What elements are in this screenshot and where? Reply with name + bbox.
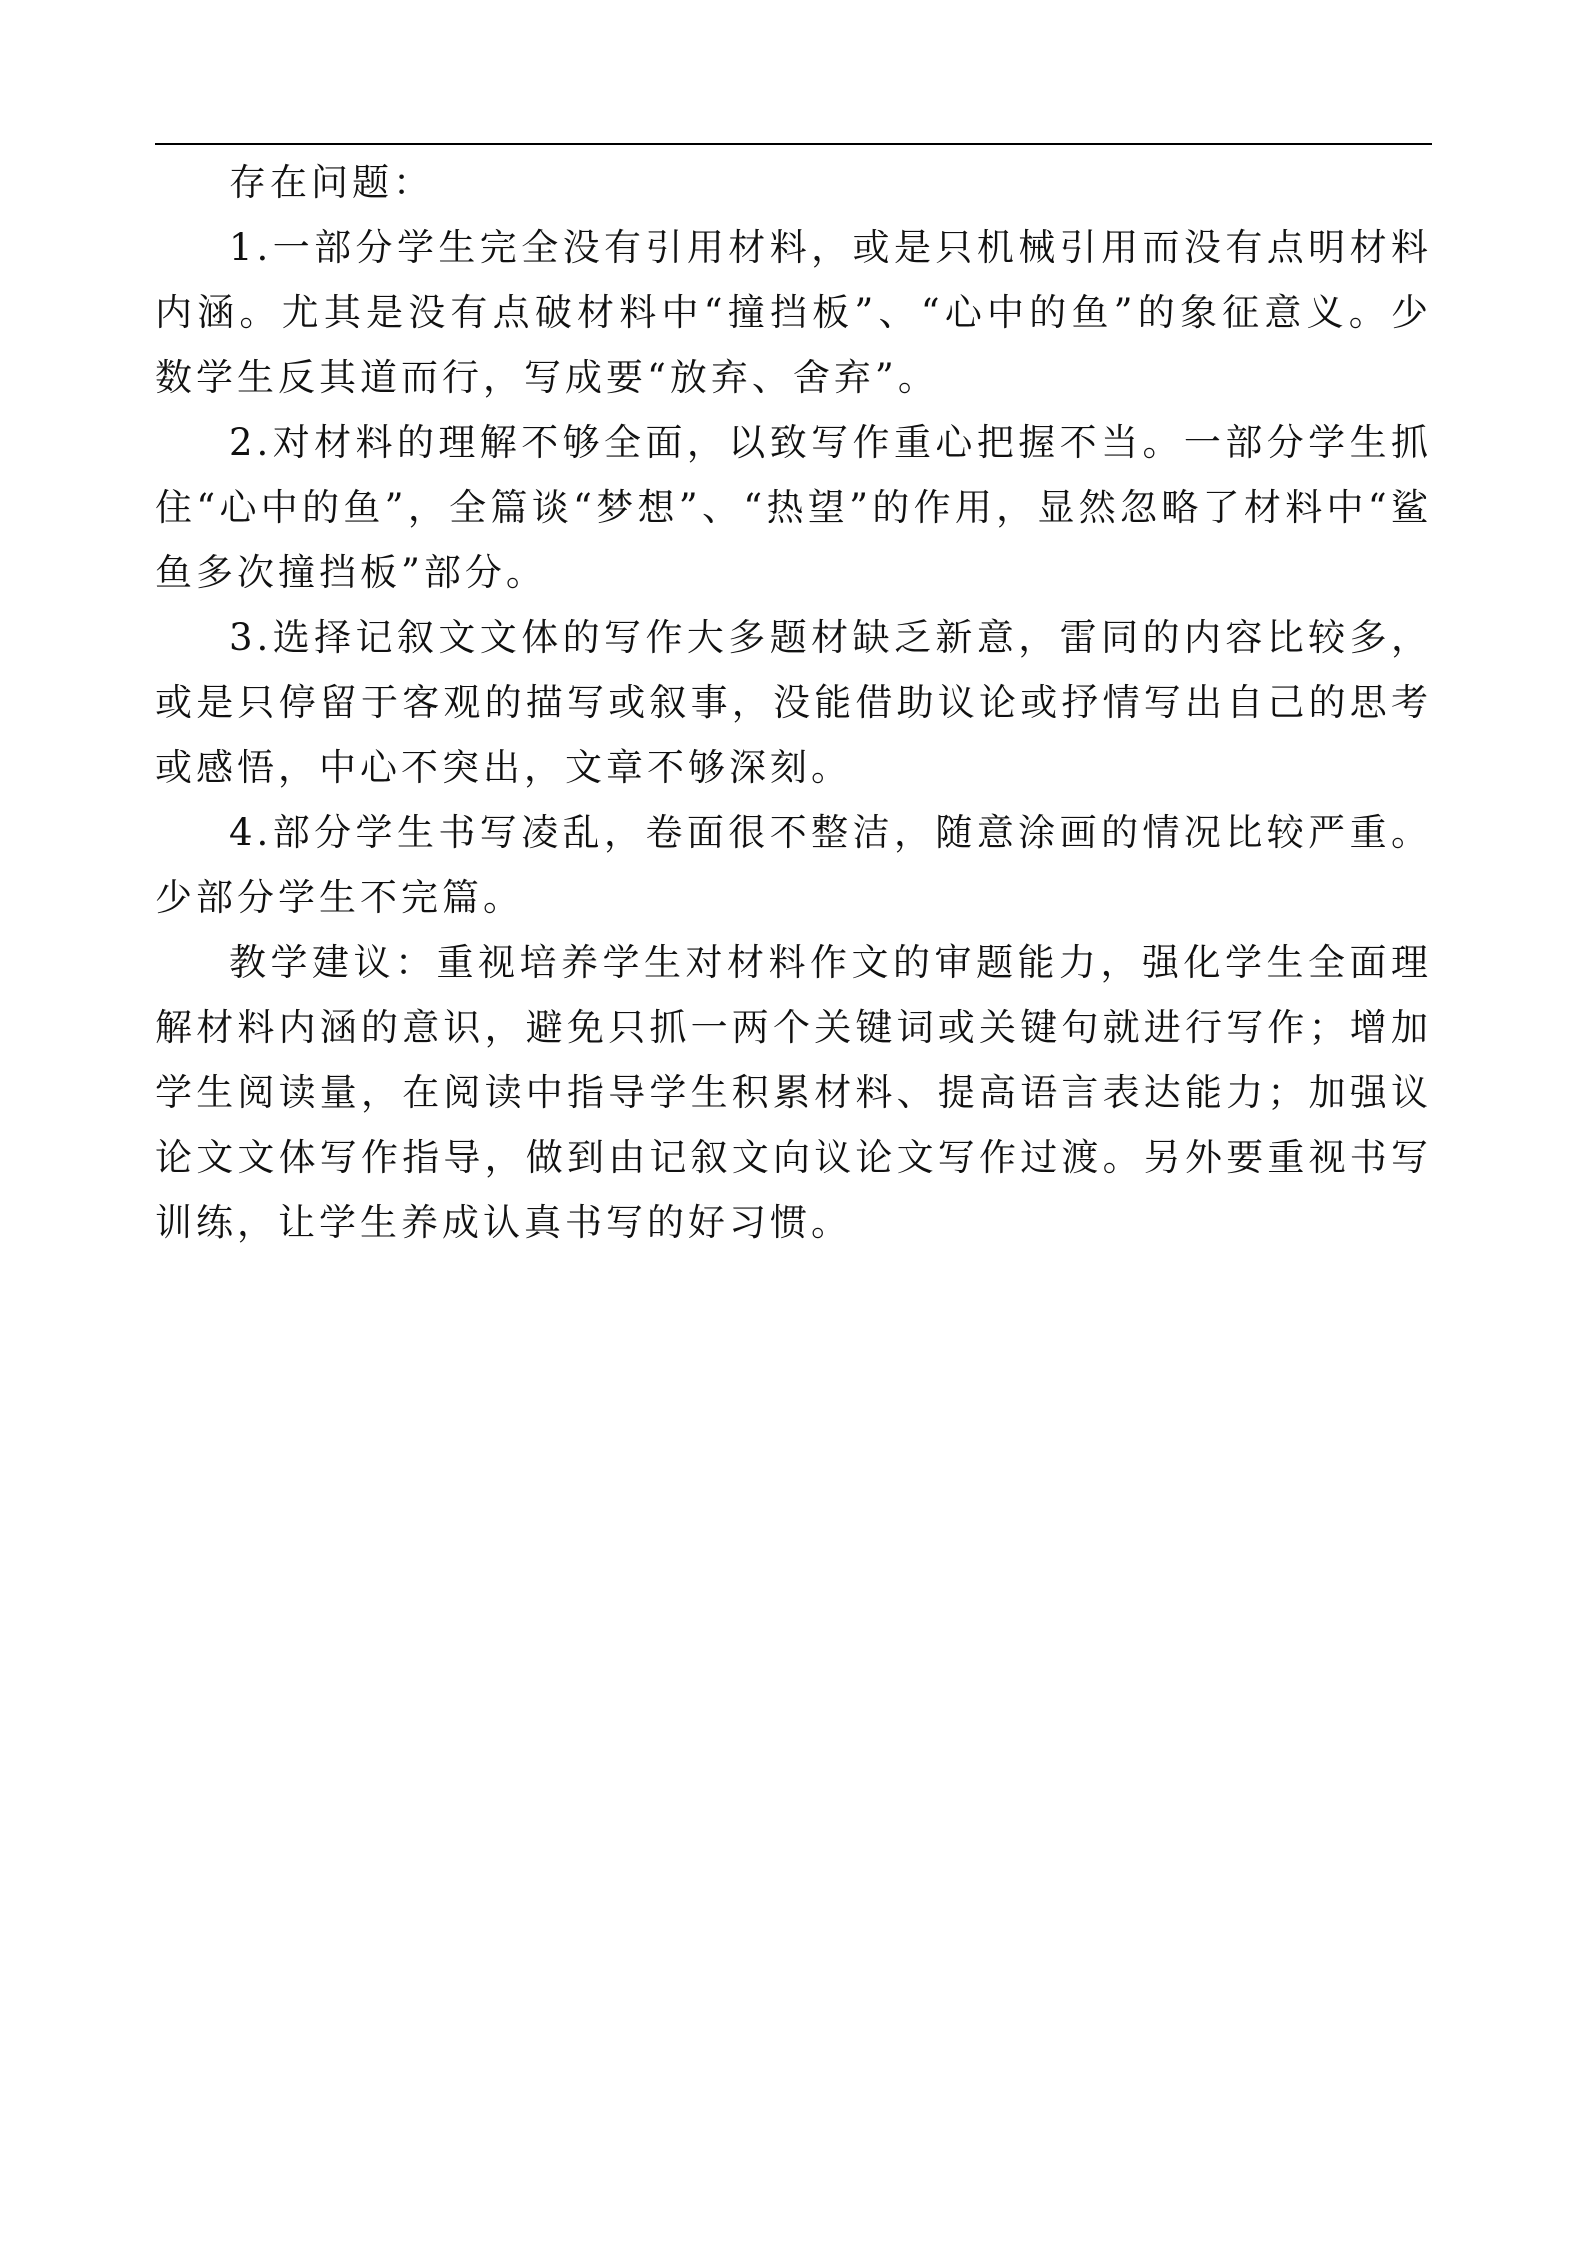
section-heading-problems: 存在问题： — [229, 161, 434, 204]
document-body — [155, 150, 1432, 1255]
teaching-suggestions: 教学建议：重视培养学生对材料作文的审题能力，强化学生全面理解材料内涵的意识，避免只抓一两个关键词或关键句就进行写作；增加学生阅读量，在阅读中指导学生积累材料、提高语言表达能力；加强议论文文体写作指导，做到由记叙文向议论文写作过渡。另外要重视书写训练，让学生养成认真书写的好习惯。 — [155, 941, 1432, 1244]
problem-item-2: 2.对材料的理解不够全面，以致写作重心把握不当。一部分学生抓住“心中的鱼”，全篇谈“梦想”、“热望”的作用，显然忽略了材料中“鲨鱼多次撞挡板”部分。 — [155, 421, 1432, 594]
problem-item-4: 4.部分学生书写凌乱，卷面很不整洁，随意涂画的情况比较严重。少部分学生不完篇。 — [155, 811, 1432, 919]
header-rule — [155, 143, 1432, 145]
problem-item-1: 1.一部分学生完全没有引用材料，或是只机械引用而没有点明材料内涵。尤其是没有点破材料中“撞挡板”、“心中的鱼”的象征意义。少数学生反其道而行，写成要“放弃、舍弃”。 — [155, 226, 1432, 399]
problem-item-3: 3.选择记叙文文体的写作大多题材缺乏新意，雷同的内容比较多，或是只停留于客观的描写或叙事，没能借助议论或抒情写出自己的思考或感悟，中心不突出，文章不够深刻。 — [155, 616, 1432, 789]
